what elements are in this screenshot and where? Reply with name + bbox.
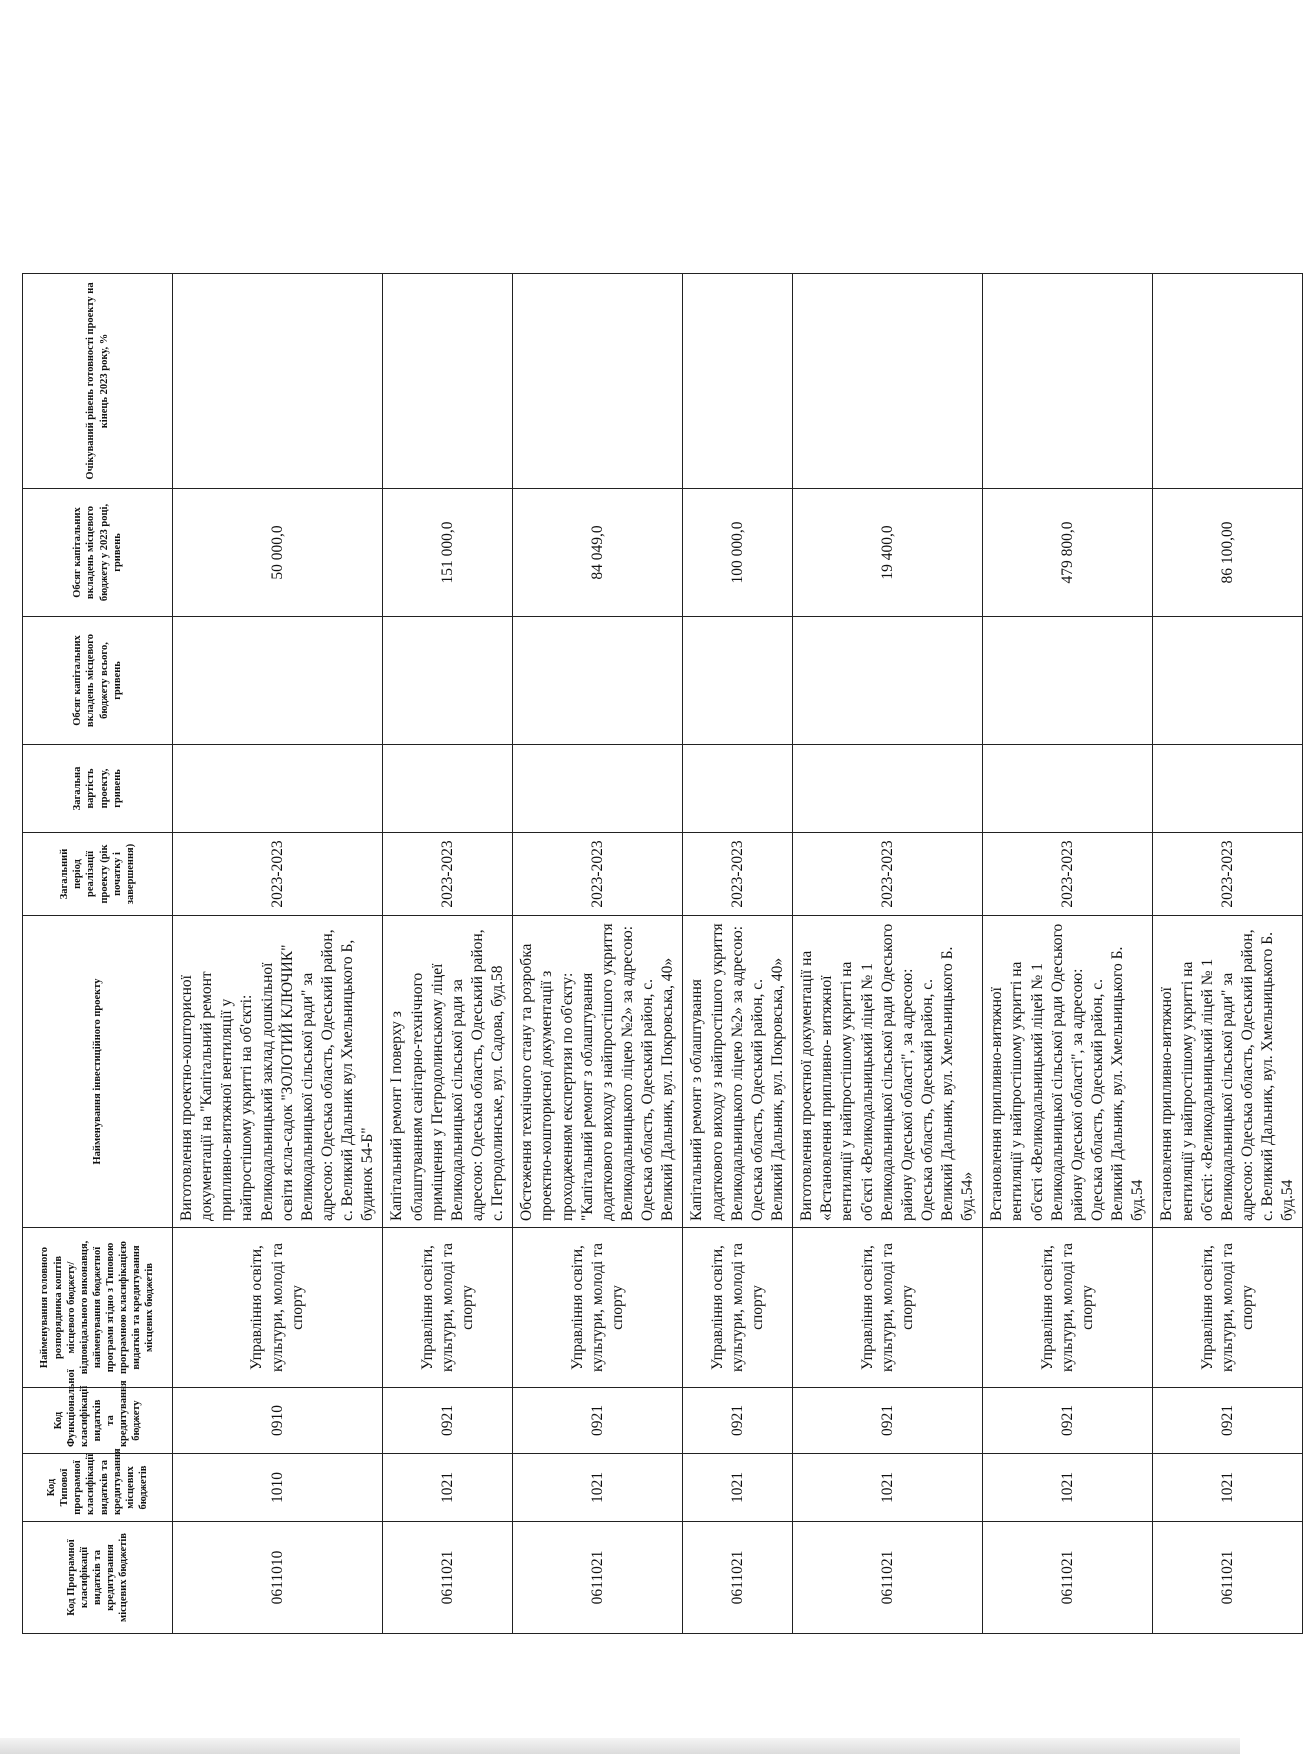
department-cell: Управління освіти, культури, молоді та спорту <box>793 1228 983 1388</box>
functional-code-cell: 0921 <box>793 1388 983 1454</box>
program-code-cell: 0611021 <box>983 1522 1153 1634</box>
program-code-cell: 0611021 <box>513 1522 683 1634</box>
program-code-cell: 0611021 <box>793 1522 983 1634</box>
functional-code-cell: 0921 <box>383 1388 513 1454</box>
period-cell: 2023-2023 <box>1153 833 1303 916</box>
total-cost-cell <box>383 745 513 833</box>
typical-code-cell: 1021 <box>983 1454 1153 1522</box>
readiness-cell <box>683 274 793 489</box>
functional-code-cell: 0921 <box>683 1388 793 1454</box>
department-cell: Управління освіти, культури, молоді та спорту <box>1153 1228 1303 1388</box>
functional-code-cell: 0910 <box>173 1388 383 1454</box>
department-cell: Управління освіти, культури, молоді та спорту <box>983 1228 1153 1388</box>
table-row <box>683 274 793 1634</box>
header-program-code: Код Програмної класифікації видатків та кредитування місцевих бюджетів <box>23 1522 173 1634</box>
header-total-cost: Загальна вартість проекту, гривень <box>23 745 173 833</box>
functional-code-cell: 0921 <box>983 1388 1153 1454</box>
capex-2023-cell: 151 000,0 <box>383 489 513 617</box>
department-cell: Управління освіти, культури, молоді та спорту <box>683 1228 793 1388</box>
project-name-cell: Капітальний ремонт I поверху з облаштуванням санітарно-технічного приміщення у Петродолинському ліцеї Великодальницької сільської ради за адресою: Одеська область, Одеський район, с. Петродолинське, вул. Садова, буд.58 <box>383 916 513 1228</box>
investment-projects-table <box>22 273 1303 1634</box>
typical-code-cell: 1010 <box>173 1454 383 1522</box>
readiness-cell <box>793 274 983 489</box>
period-cell: 2023-2023 <box>383 833 513 916</box>
header-functional-code: Код Функціональної класифікації видатків та кредитування бюджету <box>23 1388 173 1454</box>
header-period: Загальний період реалізації проекту (рік початку і завершення) <box>23 833 173 916</box>
capex-total-cell <box>1153 617 1303 745</box>
capex-2023-cell: 86 100,00 <box>1153 489 1303 617</box>
department-cell: Управління освіти, культури, молоді та спорту <box>173 1228 383 1388</box>
readiness-cell <box>383 274 513 489</box>
capex-2023-cell: 50 000,0 <box>173 489 383 617</box>
header-capex-2023: Обсяг капітальних вкладень місцевого бюджету у 2023 році, гривень <box>23 489 173 617</box>
functional-code-cell: 0921 <box>1153 1388 1303 1454</box>
department-cell: Управління освіти, культури, молоді та спорту <box>513 1228 683 1388</box>
readiness-cell <box>983 274 1153 489</box>
period-cell: 2023-2023 <box>983 833 1153 916</box>
capex-total-cell <box>793 617 983 745</box>
period-cell: 2023-2023 <box>793 833 983 916</box>
functional-code-cell: 0921 <box>513 1388 683 1454</box>
capex-2023-cell: 84 049,0 <box>513 489 683 617</box>
total-cost-cell <box>793 745 983 833</box>
typical-code-cell: 1021 <box>793 1454 983 1522</box>
typical-code-cell: 1021 <box>683 1454 793 1522</box>
table-row <box>513 274 683 1634</box>
total-cost-cell <box>683 745 793 833</box>
project-name-cell: Обстеження технічного стану та розробка проектно-кошторисної документації з проходженням експертизи по об'єкту: "Капітальний ремонт з облаштування додаткового виходу з найпростішого укриття Великодальницького ліцею №2» за адресою: Одеська область, Одеський район, с. Великий Дальник, вул. Покровська, 40» <box>513 916 683 1228</box>
capex-2023-cell: 479 800,0 <box>983 489 1153 617</box>
header-project-name: Найменування інвестиційного проекту <box>23 916 173 1228</box>
total-cost-cell <box>1153 745 1303 833</box>
program-code-cell: 0611021 <box>383 1522 513 1634</box>
capex-2023-cell: 19 400,0 <box>793 489 983 617</box>
total-cost-cell <box>513 745 683 833</box>
project-name-cell: Виготовлення проектно-кошторисної документації на "Капітальний ремонт припливно-витяжної вентиляції у найпростішому укритті на об'єкті: Великодальницький заклад дошкільної освіти ясла-садок "ЗОЛОТИЙ КЛЮЧИК" Великодальницької сільської ради" за адресою: Одеська область, Одеський район, с. Великий Дальник вул Хмельницького Б, будинок 54-Б" <box>173 916 383 1228</box>
header-capex-total: Обсяг капітальних вкладень місцевого бюджету всього, гривень <box>23 617 173 745</box>
period-cell: 2023-2023 <box>173 833 383 916</box>
header-department: Найменування головного розпорядника коштів місцевого бюджету/відповідального виконавця, найменування бюджетної програми згідно з Типовою програмною класифікацією видатків та кредитування місцевих бюджетів <box>23 1228 173 1388</box>
total-cost-cell <box>173 745 383 833</box>
project-name-cell: Виготовлення проектної документації на «Встановлення припливно- витяжної вентиляції у найпростішому укритті на об'єкті «Великодальницький ліцей № 1 Великодальницької сільської ради Одеського району Одеської області", за адресою: Одеська область, Одеський район, с. Великий Дальник, вул. Хмельницького Б. буд.54» <box>793 916 983 1228</box>
table-row <box>1153 274 1303 1634</box>
project-name-cell: Встановлення припливно-витяжної вентиляції у найпростішому укритті на об'єкті: «Великодальницький ліцей № 1 Великодальницької сільської ради" за адресою: Одеська область, Одеський район, с. Великий Дальник, вул. Хмельницького Б. буд.54 <box>1153 916 1303 1228</box>
typical-code-cell: 1021 <box>1153 1454 1303 1522</box>
period-cell: 2023-2023 <box>683 833 793 916</box>
program-code-cell: 0611010 <box>173 1522 383 1634</box>
total-cost-cell <box>983 745 1153 833</box>
typical-code-cell: 1021 <box>513 1454 683 1522</box>
header-readiness: Очікуваний рівень готовності проекту на кінець 2023 року, % <box>23 274 173 489</box>
capex-2023-cell: 100 000,0 <box>683 489 793 617</box>
department-cell: Управління освіти, культури, молоді та спорту <box>383 1228 513 1388</box>
capex-total-cell <box>513 617 683 745</box>
capex-total-cell <box>983 617 1153 745</box>
project-name-cell: Встановлення припливно-витяжної вентиляції у найпростішому укритті на об'єкті «Великодальницький ліцей № 1 Великодальницької сільської ради Одеського району Одеської області", за адресою: Одеська область, Одеський район, с. Великий Дальник, вул. Хмельницького Б. буд.54 <box>983 916 1153 1228</box>
period-cell: 2023-2023 <box>513 833 683 916</box>
table-header-row <box>23 274 173 1634</box>
scan-bottom-edge <box>0 1738 1240 1754</box>
capex-total-cell <box>173 617 383 745</box>
readiness-cell <box>513 274 683 489</box>
program-code-cell: 0611021 <box>683 1522 793 1634</box>
capex-total-cell <box>683 617 793 745</box>
table-row <box>383 274 513 1634</box>
project-name-cell: Капітальний ремонт з облаштування додаткового виходу з найпростішого укриття Великодальницького ліцею №2» за адресою: Одеська область, Одеський район, с. Великий Дальник, вул. Покровська, 40» <box>683 916 793 1228</box>
readiness-cell <box>173 274 383 489</box>
table-row <box>173 274 383 1634</box>
typical-code-cell: 1021 <box>383 1454 513 1522</box>
header-typical-code: Код Типової програмної класифікації видатків та кредитування місцевих бюджетів <box>23 1454 173 1522</box>
table-row <box>793 274 983 1634</box>
rotated-table-wrapper <box>22 274 1297 1634</box>
program-code-cell: 0611021 <box>1153 1522 1303 1634</box>
table-row <box>983 274 1153 1634</box>
readiness-cell <box>1153 274 1303 489</box>
capex-total-cell <box>383 617 513 745</box>
